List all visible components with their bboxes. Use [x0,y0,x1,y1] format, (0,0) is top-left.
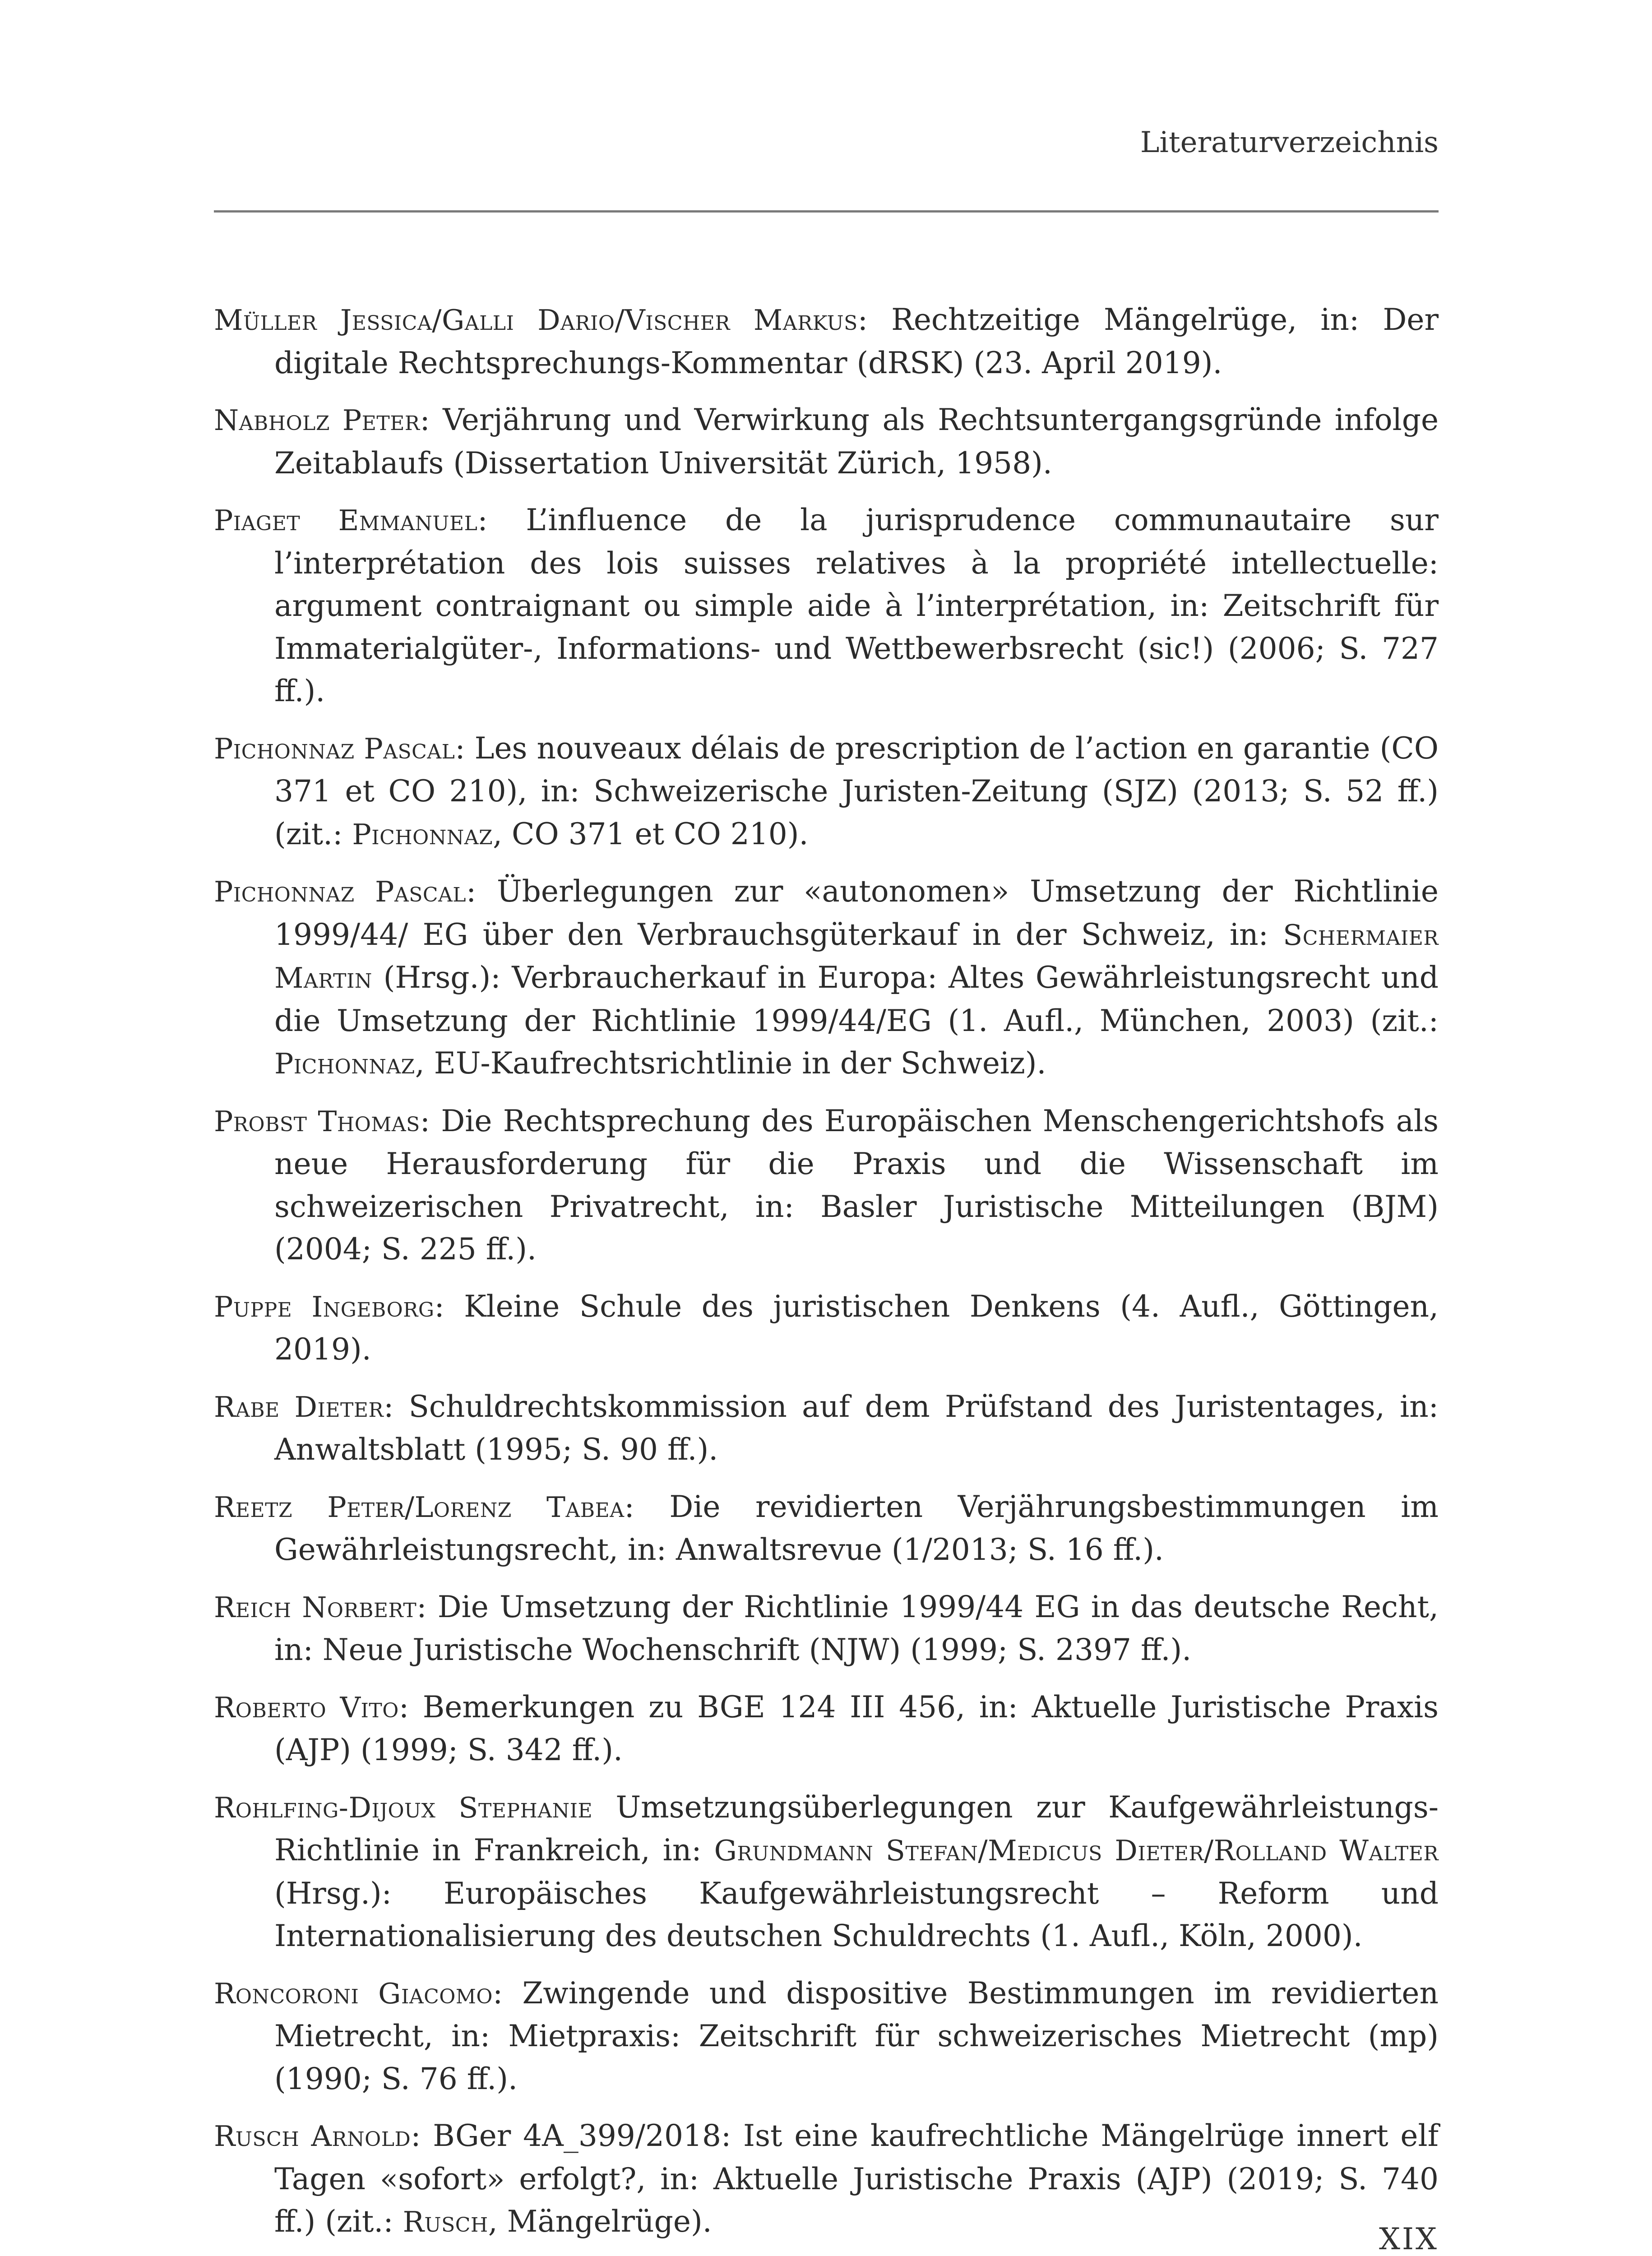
bibliography-entry [214,1686,1439,1772]
entry-text: : L’influence de la jurisprudence communautaire sur l’interprétation des lois suisses relatives à la propriété intellectuelle: argument contraignant ou simple aide à l’interprétation, in: Zeitschrift für Immaterialgüter-, Informations- und Wettbewerbsrecht (sic!) (2006; S. 727 ff.). [274,503,1439,708]
entry-author: Roberto Vito [214,1691,399,1724]
entry-author: Müller Jessica/Galli Dario/Vischer Markus [214,304,858,337]
entry-text: : Die Umsetzung der Richtlinie 1999/44 EG in das deutsche Recht, in: Neue Juristische Wochenschrift (NJW) (1999; S. 2397 ff.). [274,1589,1439,1667]
entry-author: Piaget Emmanuel [214,504,478,537]
entry-author: Rabe Dieter [214,1390,384,1424]
entry-text: : Verjährung und Verwirkung als Rechtsuntergangsgründe infolge Zeitablaufs (Dissertation Universität Zürich, 1958). [274,402,1439,481]
entry-text: : Überlegungen zur «autonomen» Umsetzung der Richtlinie 1999/44/ EG über den Verbrauchsgüterkauf in der Schweiz, in: [274,874,1439,952]
entry-text: : Kleine Schule des juristischen Denkens (4. Aufl., Göttingen, 2019). [274,1289,1439,1367]
entry-text: Umsetzungsüberlegungen zur Kaufgewährleistungs-Richtlinie in Frankreich, in: [274,1789,1439,1868]
bibliography-list [214,299,1439,2256]
entry-author: Pichonnaz Pascal [214,875,467,908]
entry-author: Nabholz Peter [214,404,420,437]
citation-short-title: , Mängelrüge). [488,2204,712,2239]
bibliography-entry [214,1100,1439,1271]
bibliography-entry [214,1786,1439,1958]
citation-short-author: Pichonnaz [274,1047,415,1080]
entry-text: : Rechtzeitige Mängelrüge, in: Der digitale Rechtsprechungs-Kommentar (dRSK) (23. April 2019). [274,302,1439,380]
entry-editor: Grundmann Stefan/Medicus Dieter/Rolland Walter [714,1834,1439,1867]
bibliography-entry [214,1285,1439,1371]
citation-short-title: , CO 371 et CO 210). [493,816,809,851]
header-divider [214,210,1439,213]
bibliography-entry [214,1972,1439,2101]
entry-author: Reich Norbert [214,1590,417,1624]
entry-author: Rusch Arnold [214,2120,411,2153]
running-header: Literaturverzeichnis [1140,126,1439,159]
bibliography-entry [214,299,1439,384]
entry-text-continued: (Hrsg.): Verbraucherkauf in Europa: Altes Gewährleistungsrecht und die Umsetzung der Richtlinie 1999/44/EG (1. Aufl., München, 2003) (zit.: [274,960,1439,1038]
page-number: XIX [1379,2222,1439,2256]
bibliography-entry [214,1486,1439,1572]
entry-author: Probst Thomas [214,1105,420,1138]
bibliography-entry [214,727,1439,856]
entry-author: Puppe Ingeborg [214,1290,435,1323]
bibliography-entry [214,870,1439,1086]
entry-author: Pichonnaz Pascal [214,732,455,765]
entry-author: Rohlfing-Dijoux Stephanie [214,1791,593,1824]
entry-text: : BGer 4A_399/2018: Ist eine kaufrechtliche Mängelrüge innert elf Tagen «sofort» erfolgt?, in: Aktuelle Juristische Praxis (AJP) (2019; S. 740 ff.) (zit.: [274,2118,1439,2239]
entry-text: : Die Rechtsprechung des Europäischen Menschengerichtshofs als neue Herausforderung für die Praxis und die Wissenschaft im schweizerischen Privatrecht, in: Basler Juristische Mitteilungen (BJM) (2004; S. 225 ff.). [274,1103,1439,1267]
entry-author: Roncoroni Giacomo [214,1977,493,2010]
bibliography-entry [214,1586,1439,1672]
entry-text: : Die revidierten Verjährungsbestimmungen im Gewährleistungsrecht, in: Anwaltsrevue (1/2013; S. 16 ff.). [274,1489,1439,1567]
bibliography-entry [214,499,1439,713]
entry-text: : Zwingende und dispositive Bestimmungen im revidierten Mietrecht, in: Mietpraxis: Zeitschrift für schweizerisches Mietrecht (mp) (1990; S. 76 ff.). [274,1975,1439,2096]
entry-text-continued: (Hrsg.): Europäisches Kaufgewährleistungsrecht – Reform und Internationalisierung des deutschen Schuldrechts (1. Aufl., Köln, 2000). [274,1876,1439,1953]
citation-short-author: Pichonnaz [352,818,493,851]
entry-author: Reetz Peter/Lorenz Tabea [214,1490,625,1524]
entry-editor: Schermaier Martin [274,918,1439,994]
entry-text: : Les nouveaux délais de prescription de l’action en garantie (CO 371 et CO 210), in: Schweizerische Juristen-Zeitung (SJZ) (2013; S. 52 ff.) (zit.: [274,730,1439,851]
entry-text: : Bemerkungen zu BGE 124 III 456, in: Aktuelle Juristische Praxis (AJP) (1999; S. 342 ff.). [274,1689,1439,1767]
citation-short-author: Rusch [403,2205,488,2238]
bibliography-entry [214,399,1439,485]
entry-text: : Schuldrechtskommission auf dem Prüfstand des Juristentages, in: Anwaltsblatt (1995; S. 90 ff.). [274,1389,1439,1467]
bibliography-entry [214,1386,1439,1471]
citation-short-title: , EU-Kaufrechtsrichtlinie in der Schweiz). [415,1046,1046,1081]
